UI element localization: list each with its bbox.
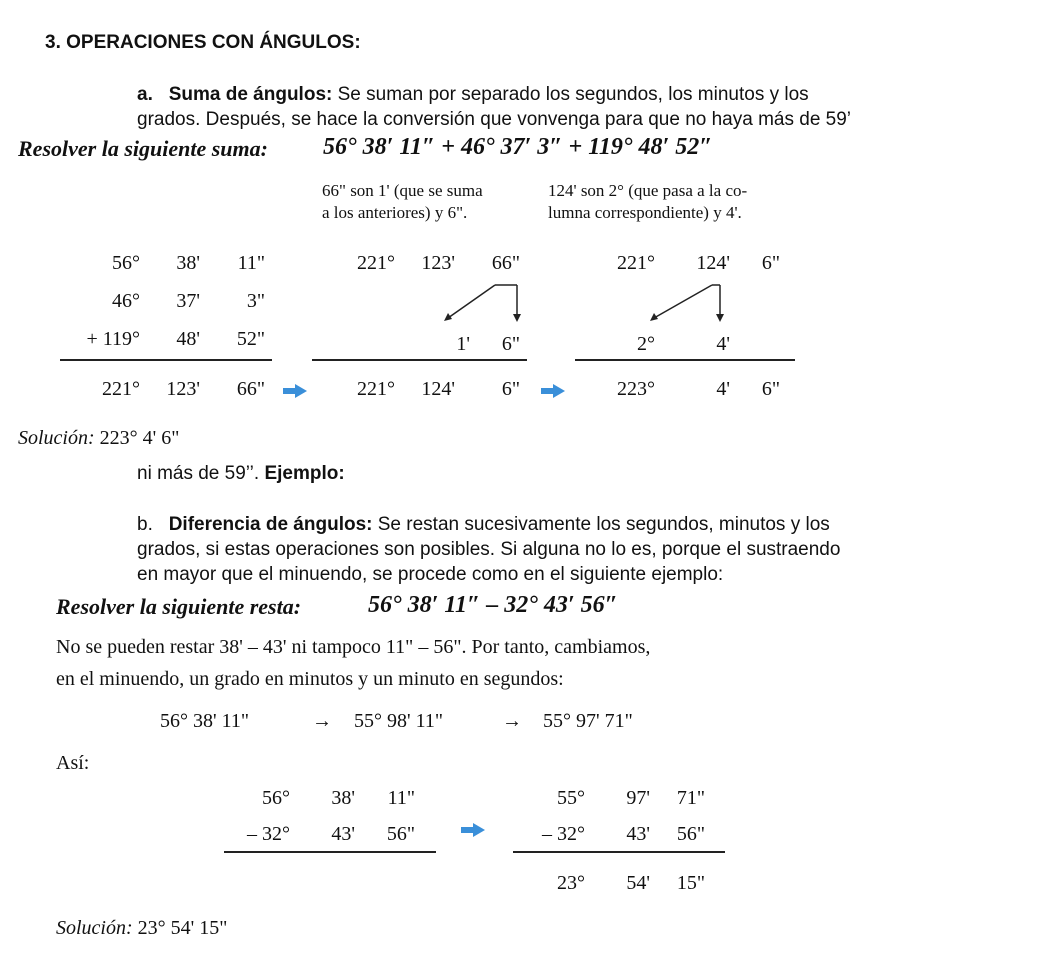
carry-arrows	[420, 280, 530, 340]
cell: 23°	[557, 872, 585, 894]
suma-trailing-line	[137, 462, 345, 486]
resta-solution-value: 23° 54' 15"	[137, 917, 228, 939]
cell: 123'	[421, 252, 455, 274]
cell: 43'	[626, 823, 650, 845]
cell: + 119°	[86, 328, 140, 350]
resta-solution	[56, 917, 227, 940]
cell: 56"	[386, 823, 415, 845]
right-arrow-icon: →	[312, 710, 332, 732]
suma-label: a.	[137, 84, 153, 105]
resta-para-line1: No se pueden restar 38' – 43' ni tampoco 11" – 56". Por tanto, cambiamos,	[56, 636, 651, 658]
resta-para-line2: en el minuendo, un grado en minutos y un minuto en segundos:	[56, 668, 564, 690]
cell: 43'	[331, 823, 355, 845]
cell: 37'	[176, 290, 200, 312]
resta-solution-label: Solución:	[56, 917, 133, 939]
difference-line	[513, 851, 725, 853]
cell: 6"	[501, 333, 520, 355]
suma-expression: 56° 38′ 11″ + 46° 37′ 3″ + 119° 48′ 52″	[323, 134, 713, 160]
resta-text-line3: en mayor que el minuendo, se procede como en el siguiente ejemplo:	[137, 564, 724, 585]
cell: 66"	[236, 378, 265, 400]
resta-chain-1: 56° 38' 11"	[160, 710, 250, 732]
suma-note-2-line2: lumna correspondiente) y 4'.	[548, 203, 742, 222]
suma-text-line2: grados. Después, se hace la conversión que vonvenga para que no haya más de 59’	[137, 109, 852, 130]
right-arrow-icon	[283, 384, 307, 398]
cell: 11"	[237, 252, 265, 274]
cell: – 32°	[247, 823, 290, 845]
cell: 221°	[357, 378, 395, 400]
cell: 4'	[716, 378, 730, 400]
cell: 2°	[637, 333, 655, 355]
cell: 71"	[676, 787, 705, 809]
cell: 4'	[716, 333, 730, 355]
cell: 223°	[617, 378, 655, 400]
resta-asi: Así:	[56, 752, 90, 774]
cell: 66"	[491, 252, 520, 274]
suma-solution-value: 223° 4' 6"	[99, 427, 180, 449]
cell: 6"	[501, 378, 520, 400]
cell: 11"	[387, 787, 415, 809]
suma-trailing-text: ni más de 59’’.	[137, 463, 265, 484]
suma-note-1-line2: a los anteriores) y 6".	[322, 203, 468, 222]
cell: – 32°	[542, 823, 585, 845]
suma-text-line1: Se suman por separado los segundos, los minutos y los	[332, 84, 809, 105]
resta-paragraph-line1	[137, 513, 830, 537]
cell: 221°	[357, 252, 395, 274]
cell: 1'	[456, 333, 470, 355]
suma-note-1-line1: 66" son 1' (que se suma	[322, 181, 483, 200]
resta-heading: Diferencia de ángulos:	[168, 514, 373, 535]
suma-solution-label: Solución:	[18, 427, 95, 449]
cell: 221°	[102, 378, 140, 400]
cell: 56°	[112, 252, 140, 274]
cell: 6"	[761, 378, 780, 400]
cell: 15"	[676, 872, 705, 894]
cell: 48'	[176, 328, 200, 350]
right-arrow-icon	[461, 823, 485, 837]
cell: 123'	[166, 378, 200, 400]
sum-line	[60, 359, 272, 361]
section-title: 3. OPERACIONES CON ÁNGULOS:	[45, 32, 361, 53]
cell: 221°	[617, 252, 655, 274]
suma-solution	[18, 427, 179, 450]
cell: 3"	[246, 290, 265, 312]
resta-expression: 56° 38′ 11″ – 32° 43′ 56″	[368, 592, 618, 618]
resta-prompt: Resolver la siguiente resta:	[56, 594, 302, 619]
cell: 38'	[331, 787, 355, 809]
suma-note-2	[548, 180, 747, 224]
suma-heading: Suma de ángulos:	[168, 84, 333, 105]
right-arrow-icon	[541, 384, 565, 398]
suma-note-1	[322, 180, 483, 224]
resta-label: b.	[137, 514, 153, 535]
cell: 124'	[421, 378, 455, 400]
cell: 6"	[761, 252, 780, 274]
resta-text-line2: grados, si estas operaciones son posibles. Si alguna no lo es, porque el sustraendo	[137, 539, 841, 560]
right-arrow-icon: →	[502, 710, 522, 732]
cell: 55°	[557, 787, 585, 809]
cell: 124'	[696, 252, 730, 274]
carry-arrows	[640, 280, 730, 340]
suma-note-2-line1: 124' son 2° (que pasa a la co-	[548, 181, 748, 200]
sum-line	[575, 359, 795, 361]
cell: 56"	[676, 823, 705, 845]
cell: 56°	[262, 787, 290, 809]
cell: 38'	[176, 252, 200, 274]
resta-text-line1: Se restan sucesivamente los segundos, minutos y los	[372, 514, 830, 535]
suma-paragraph-line1	[137, 83, 809, 107]
difference-line	[224, 851, 436, 853]
cell: 54'	[626, 872, 650, 894]
suma-prompt: Resolver la siguiente suma:	[18, 136, 268, 161]
cell: 97'	[626, 787, 650, 809]
sum-line	[312, 359, 527, 361]
resta-chain-3: 55° 97' 71"	[543, 710, 633, 732]
suma-trailing-bold: Ejemplo:	[264, 463, 345, 484]
cell: 46°	[112, 290, 140, 312]
resta-chain-2: 55° 98' 11"	[354, 710, 444, 732]
cell: 52"	[236, 328, 265, 350]
